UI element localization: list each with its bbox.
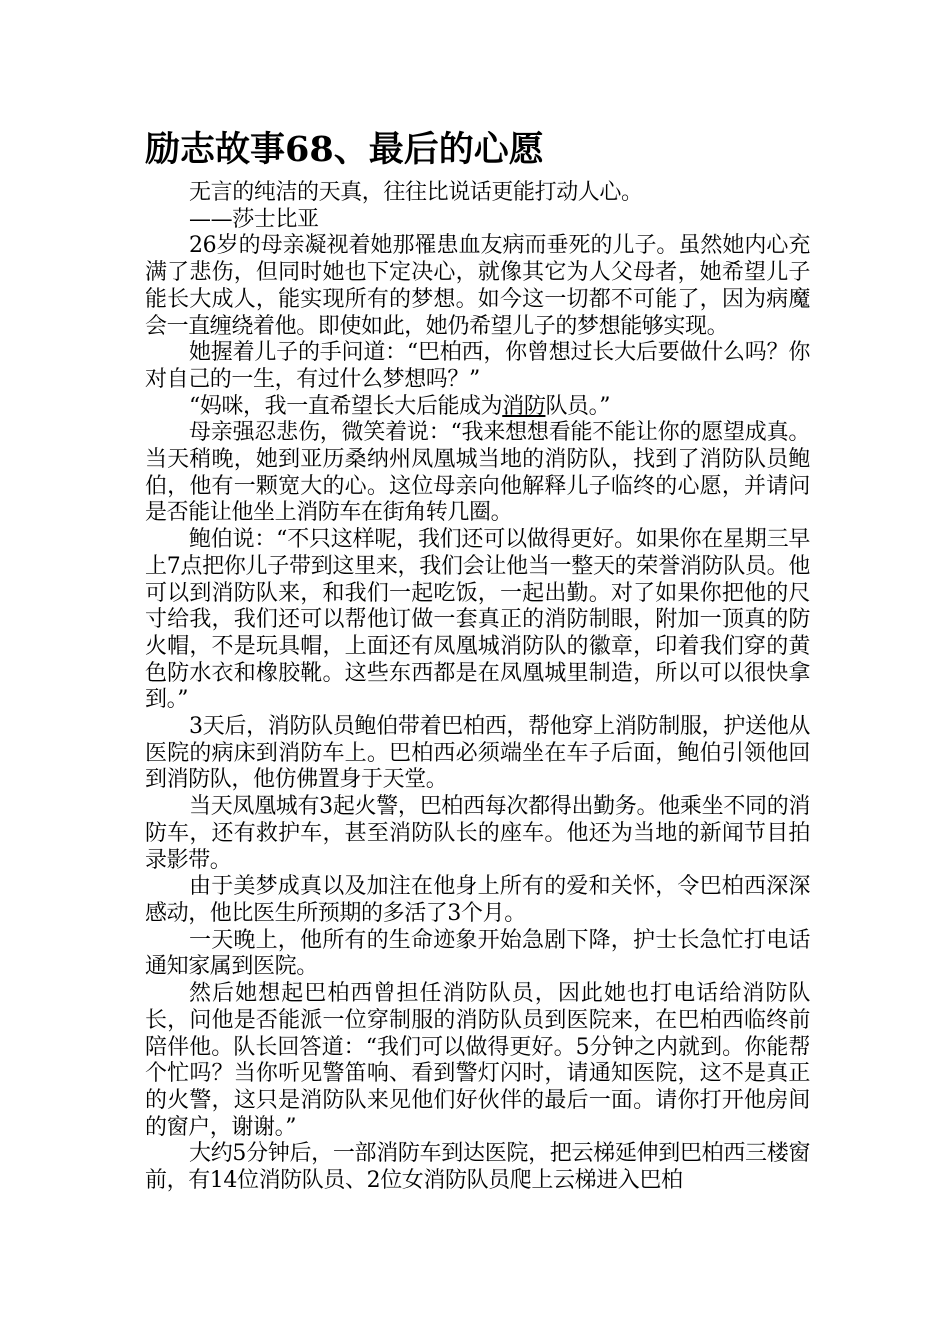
paragraph-body-9: 一天晚上，他所有的生命迹象开始急剧下降，护士长急忙打电话通知家属到医院。 (145, 927, 810, 980)
paragraph-body-1: 26岁的母亲凝视着她那罹患血友病而垂死的儿子。虽然她内心充满了悲伤，但同时她也下定决心，就像其它为人父母者，她希望儿子能长大成人，能实现所有的梦想。如今这一切都不可能了，因为病魔会一直缠绕着他。即使如此，她仍希望儿子的梦想能够实现。 (145, 233, 810, 339)
paragraph-body-5: 鲍伯说：“不只这样呢，我们还可以做得更好。如果你在星期三早上7点把你儿子带到这里来，我们会让他当一整天的荣誉消防队员。他可以到消防队来，和我们一起吃饭，一起出勤。对了如果你把他的尺寸给我，我们还可以帮他订做一套真正的消防制眼，附加一顶真的防火帽，不是玩具帽，上面还有凤凰城消防队的徽章，印着我们穿的黄色防水衣和橡胶靴。这些东西都是在凤凰城里制造，所以可以很快拿到。” (145, 527, 810, 713)
paragraph-body-11: 大约5分钟后，一部消防车到达医院，把云梯延伸到巴柏西三楼窗前，有14位消防队员、2位女消防队员爬上云梯进入巴柏 (145, 1141, 810, 1194)
paragraph-body-3-start: “妈咪，我一直希望长大后能成为 (189, 393, 503, 419)
paragraph-epigraph: 无言的纯洁的天真，往往比说话更能打动人心。 (189, 180, 643, 205)
paragraph-body-4: 母亲强忍悲伤，微笑着说：“我来想想看能不能让你的愿望成真。当天稍晚，她到亚历桑纳州凤凰城当地的消防队，找到了消防队员鲍伯，他有一颗宽大的心。这位母亲向他解释儿子临终的心愿，并请问是否能让他坐上消防车在街角转几圈。 (145, 420, 810, 526)
paragraph-body-10: 然后她想起巴柏西曾担任消防队员，因此她也打电话给消防队长，问他是否能派一位穿制服的消防队员到医院来，在巴柏西临终前陪伴他。队长回答道：“我们可以做得更好。5分钟之内就到。你能帮个忙吗？当你听见警笛响、看到警灯闪时，请通知医院，这不是真正的火警，这只是消防队来见他们好伙伴的最后一面。请你打开他房间的窗户，谢谢。” (145, 981, 810, 1140)
document-title: 励志故事68、最后的心愿 (145, 129, 544, 170)
paragraph-body-3-end: 队员。” (545, 393, 611, 419)
underlined-word: 消防 (502, 393, 546, 419)
paragraph-body-3 (145, 394, 810, 421)
document-page (145, 125, 810, 1195)
paragraph-epigraph-author: ——莎士比亚 (189, 206, 319, 232)
paragraph-body-8: 由于美梦成真以及加注在他身上所有的爱和关怀，令巴柏西深深感动，他比医生所预期的多活了3个月。 (145, 874, 810, 926)
paragraph-body-7: 当天凤凰城有3起火警，巴柏西每次都得出勤务。他乘坐不同的消防车，还有救护车，甚至消防队长的座车。他还为当地的新闻节目拍录影带。 (145, 794, 810, 873)
paragraph-body-6: 3天后，消防队员鲍伯带着巴柏西，帮他穿上消防制服，护送他从医院的病床到消防车上。巴柏西必须端坐在车子后面，鲍伯引领他回到消防队，他仿佛置身于天堂。 (145, 714, 810, 793)
paragraph-body-2: 她握着儿子的手问道：“巴柏西，你曾想过长大后要做什么吗？你对自己的一生，有过什么梦想吗？” (145, 340, 810, 392)
